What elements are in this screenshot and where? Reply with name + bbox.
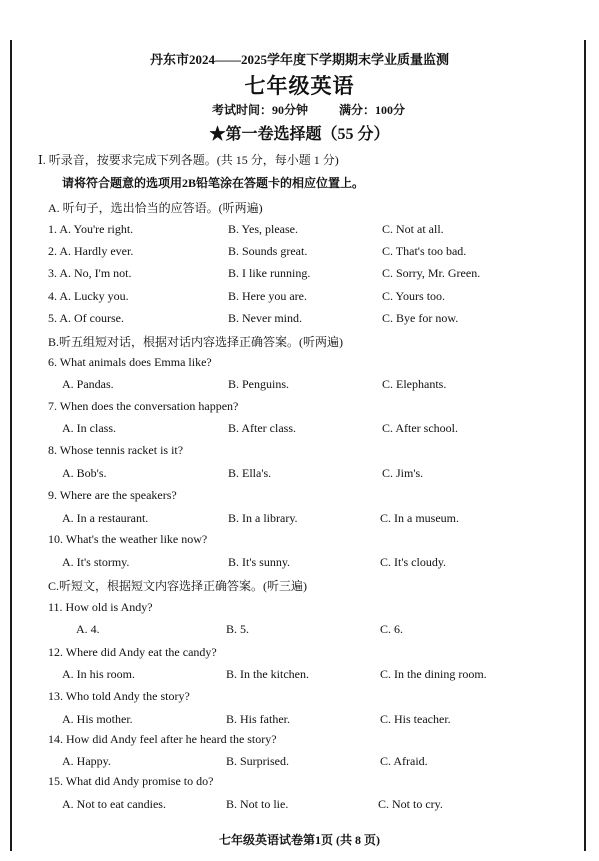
q1-option-b: B. Yes, please. (228, 222, 299, 236)
section-heading: Ⅰ. 听录音，按要求完成下列各题。(共 15 分，每小题 1 分) (38, 153, 339, 167)
left-margin-rule (10, 40, 12, 851)
q10-stem: 10. What's the weather like now? (48, 532, 208, 546)
q4-option-c: C. Yours too. (382, 289, 446, 303)
q15-option-a: A. Not to eat candies. (62, 797, 166, 811)
exam-title: 七年级英语 (244, 74, 355, 98)
q3-option-c: C. Sorry, Mr. Green. (382, 266, 481, 280)
q6-option-b: B. Penguins. (228, 377, 290, 391)
q10-option-a: A. It's stormy. (62, 555, 130, 569)
q12-option-c: C. In the dining room. (380, 667, 487, 681)
q13-option-b: B. His father. (226, 712, 290, 726)
q4-option-b: B. Here you are. (228, 289, 307, 303)
right-margin-rule (584, 40, 586, 851)
q11-stem: 11. How old is Andy? (48, 600, 153, 614)
q8-option-c: C. Jim's. (382, 466, 424, 480)
section-instruction: 请将符合题意的选项用2B铅笔涂在答题卡的相应位置上。 (62, 176, 365, 190)
q15-option-c: C. Not to cry. (378, 797, 443, 811)
q15-option-b: B. Not to lie. (226, 797, 289, 811)
full-score: 满分：100分 (339, 103, 406, 117)
q8-option-b: B. Ella's. (228, 466, 272, 480)
q14-option-a: A. Happy. (62, 754, 111, 768)
page-footer: 七年级英语试卷第1页 (共 8 页) (219, 833, 380, 847)
part-a-heading: A. 听句子，选出恰当的应答语。(听两遍) (48, 201, 263, 215)
q15-stem: 15. What did Andy promise to do? (48, 774, 214, 788)
q7-stem: 7. When does the conversation happen? (48, 399, 239, 413)
q7-option-a: A. In class. (62, 421, 116, 435)
q5-option-b: B. Never mind. (228, 311, 302, 325)
q12-stem: 12. Where did Andy eat the candy? (48, 645, 217, 659)
q6-option-a: A. Pandas. (62, 377, 114, 391)
q14-option-c: C. Afraid. (380, 754, 428, 768)
q8-option-a: A. Bob's. (62, 466, 107, 480)
part-title: ★第一卷选择题（55 分） (209, 126, 390, 143)
part-c-heading: C.听短文，根据短文内容选择正确答案。(听三遍) (48, 579, 307, 593)
q10-option-b: B. It's sunny. (228, 555, 291, 569)
q4-option-a: 4. A. Lucky you. (48, 289, 129, 303)
q1-option-a: 1. A. You're right. (48, 222, 134, 236)
q3-option-a: 3. A. No, I'm not. (48, 266, 132, 280)
q6-option-c: C. Elephants. (382, 377, 447, 391)
q2-option-c: C. That's too bad. (382, 244, 467, 258)
q7-option-b: B. After class. (228, 421, 296, 435)
q2-option-b: B. Sounds great. (228, 244, 308, 258)
q13-option-c: C. His teacher. (380, 712, 451, 726)
q14-option-b: B. Surprised. (226, 754, 289, 768)
q2-option-a: 2. A. Hardly ever. (48, 244, 134, 258)
q11-option-c: C. 6. (380, 622, 404, 636)
exam-subtitle: 丹东市2024——2025学年度下学期期末学业质量监测 (149, 52, 449, 67)
q13-option-a: A. His mother. (62, 712, 133, 726)
exam-time: 考试时间：90分钟 (212, 103, 309, 117)
q12-option-b: B. In the kitchen. (226, 667, 309, 681)
q11-option-b: B. 5. (226, 622, 250, 636)
q7-option-c: C. After school. (382, 421, 458, 435)
q1-option-c: C. Not at all. (382, 222, 444, 236)
q13-stem: 13. Who told Andy the story? (48, 689, 190, 703)
q9-stem: 9. Where are the speakers? (48, 488, 177, 502)
q9-option-a: A. In a restaurant. (62, 511, 149, 525)
q9-option-b: B. In a library. (228, 511, 298, 525)
q12-option-a: A. In his room. (62, 667, 135, 681)
q3-option-b: B. I like running. (228, 266, 311, 280)
q9-option-c: C. In a museum. (380, 511, 459, 525)
q10-option-c: C. It's cloudy. (380, 555, 447, 569)
q6-stem: 6. What animals does Emma like? (48, 355, 212, 369)
q14-stem: 14. How did Andy feel after he heard the story? (48, 732, 277, 746)
q5-option-c: C. Bye for now. (382, 311, 459, 325)
q5-option-a: 5. A. Of course. (48, 311, 124, 325)
q8-stem: 8. Whose tennis racket is it? (48, 443, 184, 457)
part-b-heading: B.听五组短对话，根据对话内容选择正确答案。(听两遍) (48, 335, 343, 349)
q11-option-a: A. 4. (76, 622, 100, 636)
